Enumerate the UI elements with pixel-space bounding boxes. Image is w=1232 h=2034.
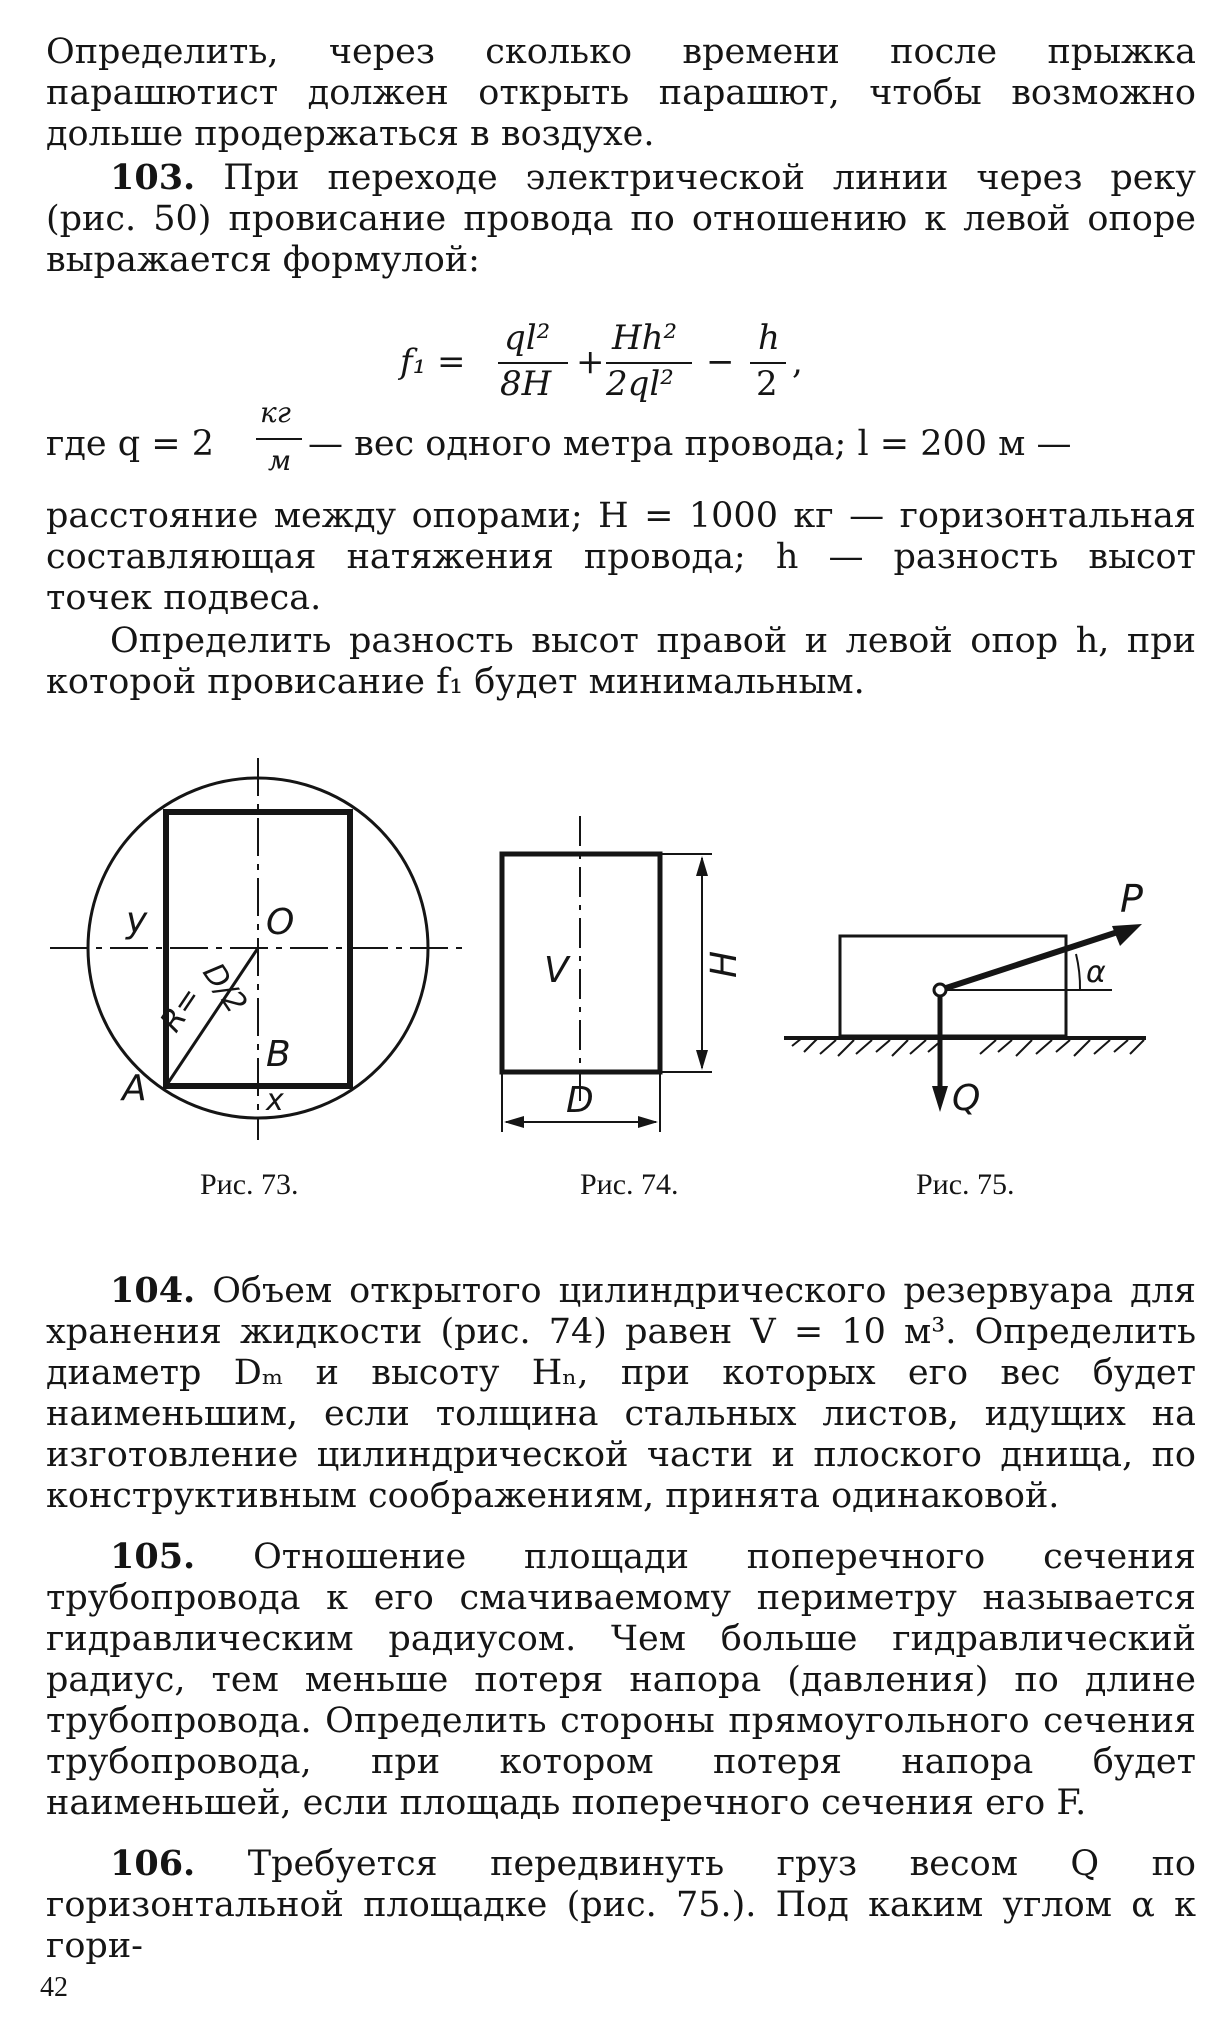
label-D: D xyxy=(566,1080,594,1121)
angle-arc xyxy=(1076,954,1080,990)
label-R: R= xyxy=(153,980,209,1039)
formula-term2-num: Hh² xyxy=(612,318,678,358)
formula-term3-num: h xyxy=(758,318,780,358)
problem-106-number: 106. xyxy=(110,1843,196,1884)
unit-numerator: кг xyxy=(260,396,291,429)
label-H: H xyxy=(704,950,745,978)
where-q-rest: — вес одного метра провода; l = 200 м — xyxy=(308,424,1072,464)
where-q: где q = 2 xyxy=(46,424,214,464)
label-alpha: α xyxy=(1086,955,1106,990)
formula-minus: − xyxy=(706,342,735,382)
ground-hatching xyxy=(792,1038,1144,1056)
intro-paragraph: Определить, через сколько времени после прыжка парашютист должен открыть парашют, чтобы возможно дольше продержаться в воздухе. xyxy=(46,32,1196,154)
label-x: x xyxy=(266,1083,284,1118)
formula-plus: + xyxy=(576,342,605,382)
problem-105-paragraph xyxy=(46,1536,1196,1824)
page-number: 42 xyxy=(40,1972,68,2003)
label-D-half: D/2 xyxy=(195,956,254,1020)
figure-75 xyxy=(780,870,1200,1130)
label-V: V xyxy=(544,950,569,991)
problem-103-number: 103. xyxy=(110,157,196,198)
label-O: O xyxy=(266,902,295,943)
problem-106-text: Требуется передвинуть груз весом Q по горизонтальной площадке (рис. 75.). Под каким углом α к гори- xyxy=(46,1844,1196,1966)
arrowhead xyxy=(638,1116,658,1128)
problem-104-text: Объем открытого цилиндрического резервуара для хранения жидкости (рис. 74) равен V = 10 м³. Определить диаметр Dₘ и высоту Hₙ, при которых его вес будет наименьшим, если толщина стальных листов, идущих на изготовление цилиндрической части и плоского днища, по конструктивным соображениям, принята одинаковой. xyxy=(46,1271,1196,1516)
formula-term1-den: 8H xyxy=(500,364,552,404)
unit-denominator: м xyxy=(268,444,292,477)
formula-lhs: f₁ = xyxy=(400,342,466,382)
where-line xyxy=(46,396,1206,488)
arrowhead xyxy=(504,1116,524,1128)
arrowhead xyxy=(1112,924,1142,946)
application-point xyxy=(934,984,946,996)
sag-formula xyxy=(400,318,900,408)
label-P: P xyxy=(1120,877,1143,921)
problem-103-text: При переходе электрической линии через реку (рис. 50) провисание провода по отношению к левой опоре выражается формулой: xyxy=(46,158,1196,280)
caption-figure-73: Рис. 73. xyxy=(200,1168,299,1201)
caption-figure-74: Рис. 74. xyxy=(580,1168,679,1201)
label-B: B xyxy=(266,1034,291,1075)
label-Q: Q xyxy=(952,1078,981,1119)
problem-105-text: Отношение площади поперечного сечения трубопровода к его смачиваемому периметру называется гидравлическим радиусом. Чем больше гидравлический радиус, тем меньше потеря напора (давления) по длине трубопровода. Определить стороны прямоугольного сечения трубопровода, при котором потеря напора будет наименьшей, если площадь поперечного сечения его F. xyxy=(46,1537,1196,1823)
figure-74 xyxy=(480,810,780,1150)
formula-term1-num: ql² xyxy=(504,318,551,358)
formula-comma: , xyxy=(792,342,803,382)
arrowhead xyxy=(932,1086,948,1112)
problem-104-paragraph xyxy=(46,1270,1196,1517)
arrowhead xyxy=(696,1050,708,1070)
figure-73 xyxy=(40,748,480,1148)
problem-105-number: 105. xyxy=(110,1536,196,1577)
problem-104-number: 104. xyxy=(110,1270,196,1311)
fraction-bar xyxy=(256,438,302,440)
where-rest-paragraph: расстояние между опорами; H = 1000 кг — горизонтальная составляющая натяжения провода; h — разность высот точек подвеса. xyxy=(46,496,1196,618)
formula-term3-den: 2 xyxy=(756,364,778,404)
arrowhead xyxy=(696,856,708,876)
label-A: A xyxy=(122,1068,147,1109)
problem-106-paragraph xyxy=(46,1843,1196,1967)
caption-figure-75: Рис. 75. xyxy=(916,1168,1015,1201)
problem-103-task: Определить разность высот правой и левой опор h, при которой провисание f₁ будет минимальным. xyxy=(46,621,1196,702)
label-y: y xyxy=(126,900,148,941)
formula-term2-den: 2ql² xyxy=(606,364,674,404)
problem-103-paragraph xyxy=(46,157,1196,281)
